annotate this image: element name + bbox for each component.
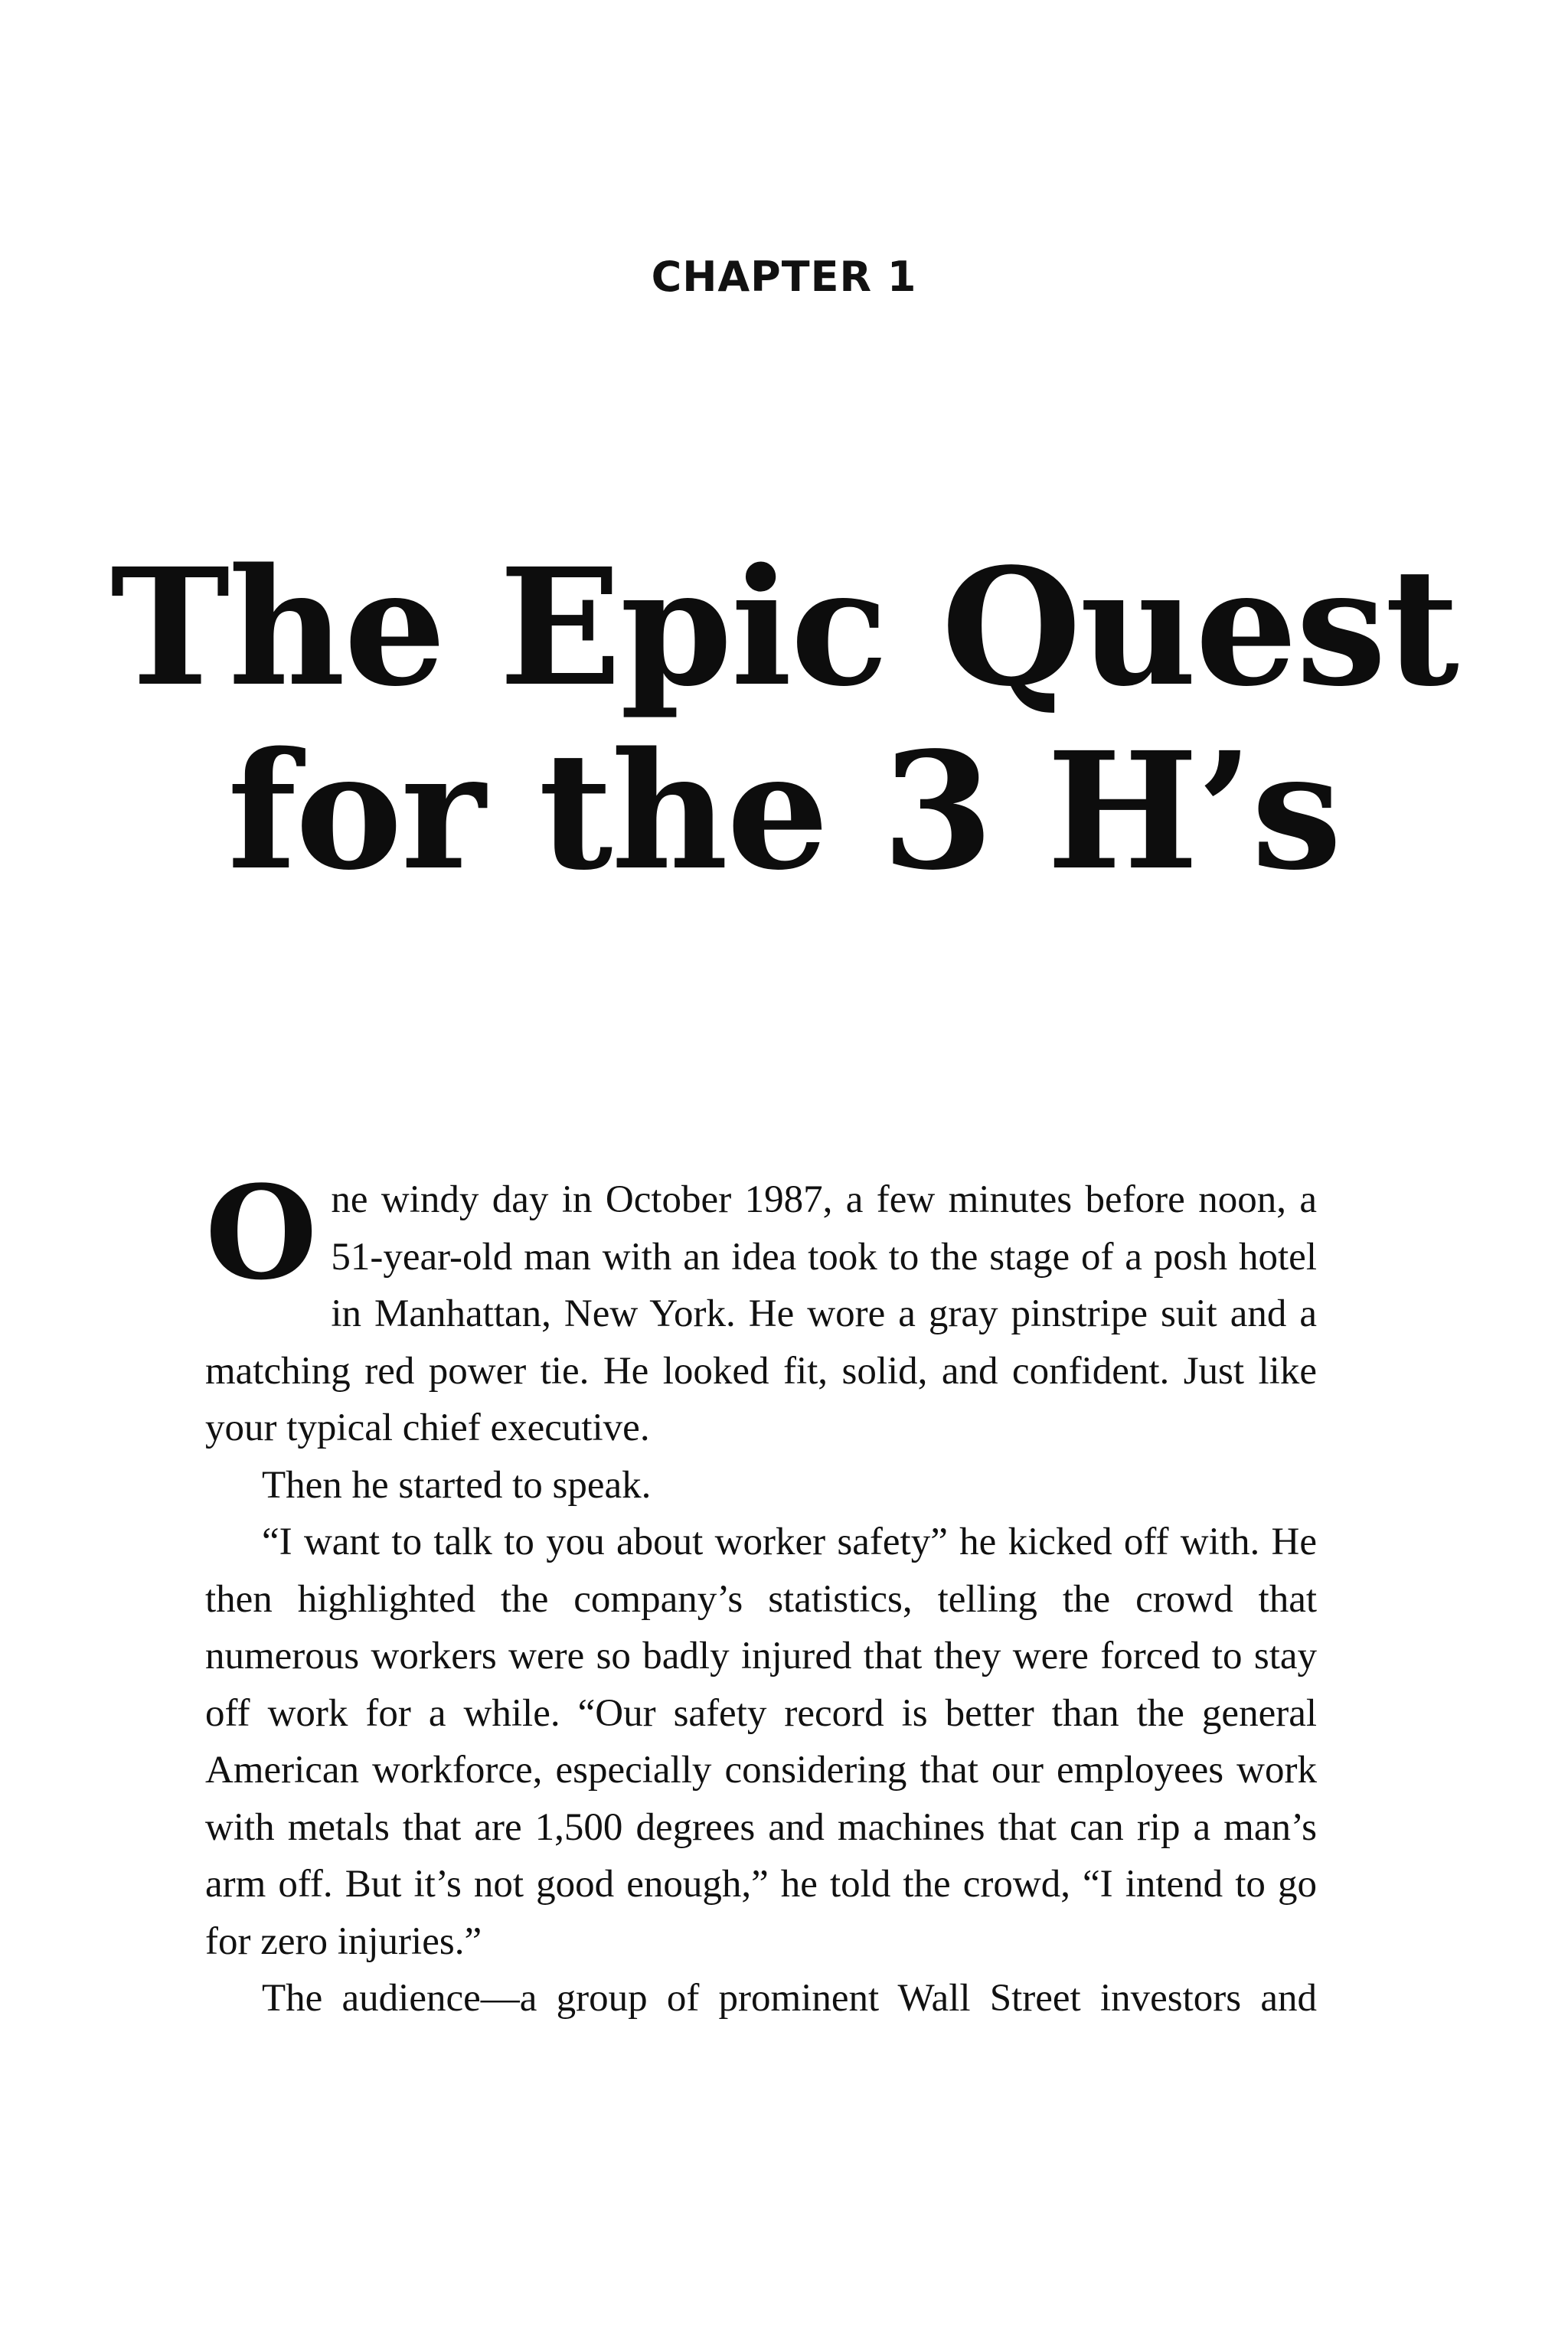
paragraph-3: “I want to talk to you about worker safety” he kicked off with. He then highlighted the company’s statistics, telling the crowd that numerous workers were so badly injured that they were forced to stay off work for a while. “Our safety record is better than the general American workforce, especially considering that our employees work with metals that are 1,500 degrees and machines that can rip a man’s arm off. But it’s not good enough,” he told the crowd, “I intend to go for zero injuries.” [205, 1521, 1317, 1963]
chapter-title [0, 533, 1568, 906]
chapter-label: CHAPTER 1 [651, 253, 917, 301]
paragraph-2: Then he started to speak. [262, 1463, 652, 1507]
chapter-title-line-2: for the 3 H’s [227, 717, 1341, 906]
paragraph-1-text: ne windy day in October 1987, a few minutes before noon, a 51-year-old man with an idea took to the stage of a posh hotel in Manhattan, New York. He wore a gray pinstripe suit and a matching red power tie. He looked fit, solid, and confident. Just like your typical chief executive. [205, 1178, 1317, 1449]
paragraph-4: The audience—a group of prominent Wall Street investors and [262, 1977, 1317, 2020]
drop-cap: O [205, 1157, 318, 1308]
paragraph-1 [205, 1157, 1317, 1457]
body-text [205, 1157, 1317, 2027]
chapter-title-line-1: The Epic Quest [110, 533, 1458, 722]
